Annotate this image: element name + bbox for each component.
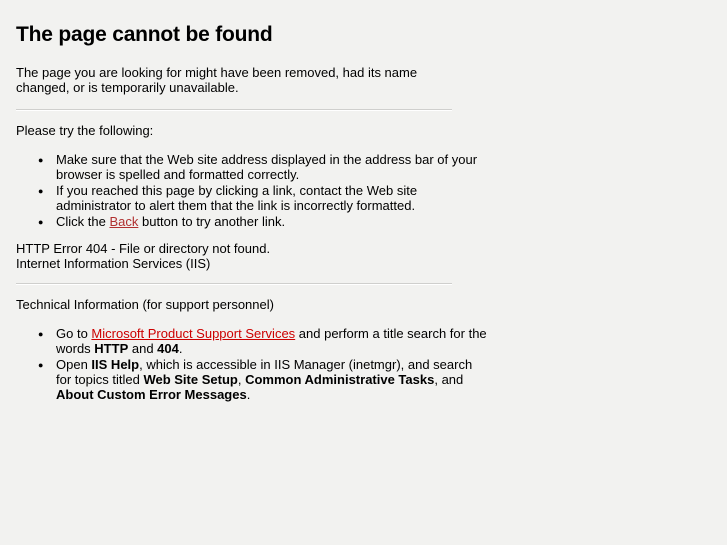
suggestion-text-1: Make sure that the Web site address displayed in the address bar of your browser is spelled and formatted correctly.	[56, 152, 478, 183]
try-following-label: Please try the following:	[16, 123, 154, 139]
list-item	[38, 152, 490, 182]
tech1-post: .	[178, 341, 183, 357]
page-title: The page cannot be found	[16, 23, 273, 46]
iis-server-line: Internet Information Services (IIS)	[16, 256, 211, 272]
tech2-iis-help: IIS Help	[91, 357, 140, 373]
tech2-topic-common-admin-tasks: Common Administrative Tasks	[245, 372, 435, 388]
technical-heading: Technical Information (for support personnel)	[16, 297, 274, 313]
bullet3-prefix: Click the	[56, 214, 110, 230]
http-error-line: HTTP Error 404 - File or directory not found.	[16, 241, 271, 257]
tech2-post: .	[246, 387, 251, 403]
list-item	[38, 214, 490, 229]
tech2-mid: , which is accessible in IIS Manager (inetmgr), and search for topics titled	[56, 357, 473, 388]
tech2-sep2: , and	[434, 372, 464, 388]
list-item	[38, 357, 490, 402]
tech1-keyword-404: 404	[157, 341, 179, 357]
microsoft-support-link[interactable]: Microsoft Product Support Services	[91, 326, 296, 342]
suggestion-text-2: If you reached this page by clicking a link, contact the Web site administrator to alert them that the link is incorrectly formatted.	[56, 183, 418, 214]
tech1-mid: and perform a title search for the words	[56, 326, 487, 357]
bullet3-suffix: button to try another link.	[138, 214, 286, 230]
divider-top	[16, 109, 452, 111]
intro-paragraph: The page you are looking for might have been removed, had its name changed, or is temporarily unavailable.	[16, 65, 418, 96]
tech2-sep1: ,	[237, 372, 246, 388]
list-item	[38, 326, 490, 356]
tech1-keyword-http: HTTP	[94, 341, 129, 357]
tech2-topic-web-site-setup: Web Site Setup	[143, 372, 238, 388]
divider-bottom	[16, 283, 452, 285]
tech1-prefix: Go to	[56, 326, 92, 342]
technical-list	[16, 326, 490, 402]
tech2-topic-custom-error-messages: About Custom Error Messages	[56, 387, 247, 403]
suggestion-list	[16, 152, 490, 229]
tech1-and: and	[128, 341, 158, 357]
tech2-prefix: Open	[56, 357, 92, 373]
list-item	[38, 183, 490, 213]
back-link[interactable]: Back	[109, 214, 139, 230]
